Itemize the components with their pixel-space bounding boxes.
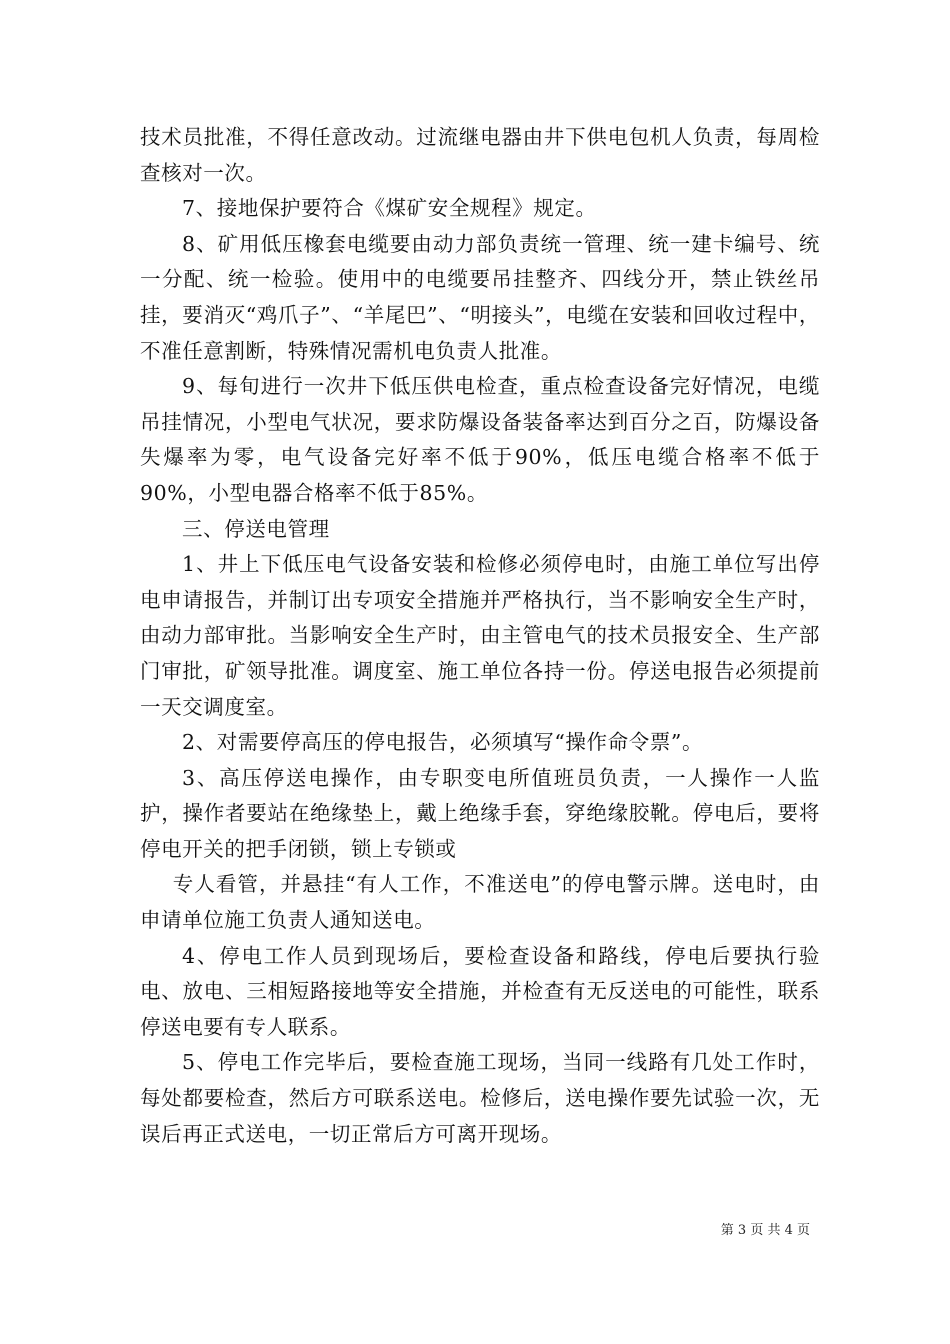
paragraph-power-item-2: 2、对需要停高压的停电报告，必须填写“操作命令票”。 xyxy=(182,730,704,755)
paragraph-power-item-4: 4、停电工作人员到现场后，要检查设备和路线，停电后要执行验电、放电、三相短路接地等安全措施，并检查有无反送电的可能性，联系停送电要有专人联系。 xyxy=(140,943,820,1039)
paragraph-continuation: 技术员批准，不得任意改动。过流继电器由井下供电包机人负责，每周检查核对一次。 xyxy=(140,125,820,185)
paragraph-power-item-1: 1、井上下低压电气设备安装和检修必须停电时，由施工单位写出停电申请报告，并制订出专项安全措施并严格执行，当不影响安全生产时，由动力部审批。当影响安全生产时，由主管电气的技术员报安全、生产部门审批，矿领导批准。调度室、施工单位各持一份。停送电报告必须提前一天交调度室。 xyxy=(140,552,820,719)
paragraph-item-9: 9、每旬进行一次井下低压供电检查，重点检查设备完好情况，电缆吊挂情况，小型电气状况，要求防爆设备装备率达到百分之百，防爆设备失爆率为零，电气设备完好率不低于90%，低压电缆合格率不低于90%，小型电器合格率不低于85%。 xyxy=(140,374,820,505)
section-heading-power-management: 三、停送电管理 xyxy=(182,516,330,541)
paragraph-item-8: 8、矿用低压橡套电缆要由动力部负责统一管理、统一建卡编号、统一分配、统一检验。使用中的电缆要吊挂整齐、四线分开，禁止铁丝吊挂，要消灭“鸡爪子”、“羊尾巴”、“明接头”，电缆在安装和回收过程中，不准任意割断，特殊情况需机电负责人批准。 xyxy=(140,231,820,363)
paragraph-item-7: 7、接地保护要符合《煤矿安全规程》规定。 xyxy=(182,196,597,221)
paragraph-power-item-5: 5、停电工作完毕后，要检查施工现场，当同一线路有几处工作时，每处都要检查，然后方可联系送电。检修后，送电操作要先试验一次，无误后再正式送电，一切正常后方可离开现场。 xyxy=(140,1050,820,1146)
paragraph-power-item-3: 3、高压停送电操作，由专职变电所值班员负责，一人操作一人监护，操作者要站在绝缘垫上，戴上绝缘手套，穿绝缘胶靴。停电后，要将停电开关的把手闭锁，锁上专锁或 xyxy=(140,765,820,861)
paragraph-power-item-3-continued: 专人看管，并悬挂“有人工作，不准送电”的停电警示牌。送电时，由申请单位施工负责人通知送电。 xyxy=(140,872,820,933)
document-body xyxy=(140,120,820,1152)
page-number-footer: 第 3 页 共 4 页 xyxy=(720,1223,810,1238)
